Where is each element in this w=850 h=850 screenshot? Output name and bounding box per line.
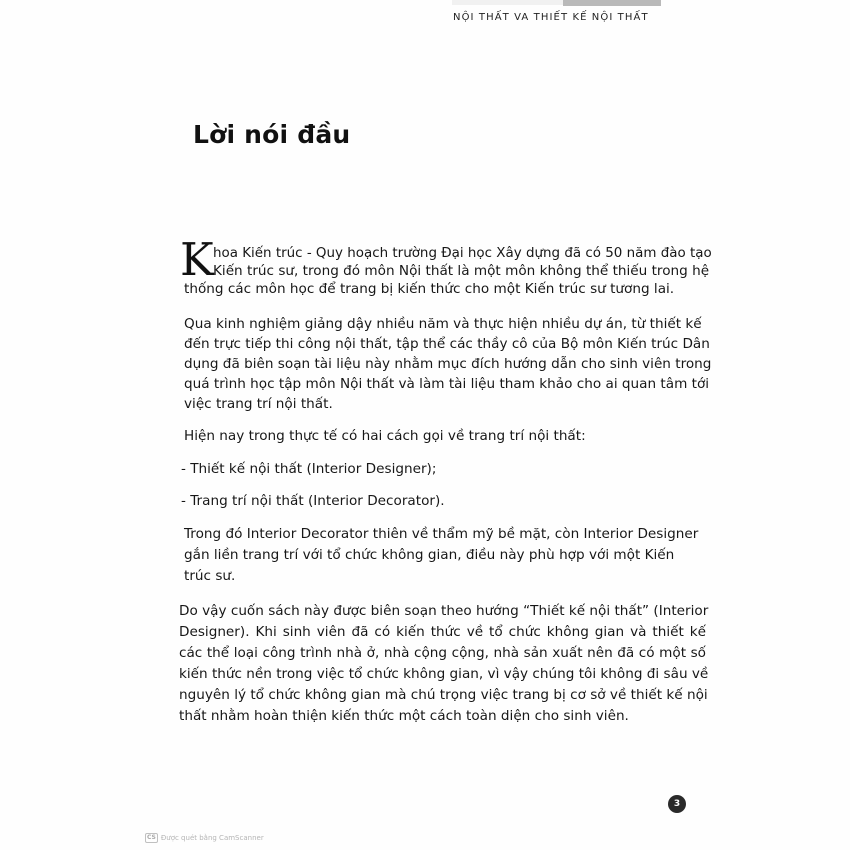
text-line: thất nhằm hoàn thiện kiến thức một cách toàn diện cho sinh viên. [179, 708, 629, 724]
text-line: Designer). Khi sinh viên đã có kiến thức về tổ chức không gian và thiết kế [179, 624, 706, 640]
text-line: hoa Kiến trúc - Quy hoạch trường Đại học Xây dựng đã có 50 năm đào tạo [213, 246, 712, 261]
text-line: Hiện nay trong thực tế có hai cách gọi về trang trí nội thất: [184, 428, 586, 444]
text-line: quá trình học tập môn Nội thất và làm tài liệu tham khảo cho ai quan tâm tới [184, 376, 710, 392]
drop-cap: K [180, 233, 214, 286]
text-line: các thể loại công trình nhà ở, nhà cộng cộng, nhà sản xuất nên đã có một số [179, 645, 706, 661]
text-line: - Thiết kế nội thất (Interior Designer); [181, 461, 437, 477]
text-line: việc trang trí nội thất. [184, 396, 333, 412]
chapter-title: Lời nói đầu [193, 120, 351, 149]
header-decoration-bar [563, 0, 661, 6]
text-line: kiến thức nền trong việc tổ chức không gian, vì vậy chúng tôi không đi sâu về [179, 666, 709, 682]
page-number-badge: 3 [668, 795, 686, 813]
text-line: Do vậy cuốn sách này được biên soạn theo hướng “Thiết kế nội thất” (Interior [179, 603, 709, 619]
text-line: đến trực tiếp thi công nội thất, tập thể các thầy cô của Bộ môn Kiến trúc Dân [184, 336, 710, 352]
text-line: - Trang trí nội thất (Interior Decorator). [181, 493, 445, 509]
text-line: gắn liền trang trí với tổ chức không gian, điều này phù hợp với một Kiến [184, 547, 675, 563]
running-header: NỘI THẤT VA THIẾT KẾ NỘI THẤT [453, 12, 649, 23]
text-line: trúc sư. [184, 568, 236, 584]
watermark-text: Được quét bằng CamScanner [160, 834, 264, 842]
text-line: Trong đó Interior Decorator thiên về thẩm mỹ bề mặt, còn Interior Designer [184, 526, 699, 542]
camscanner-watermark [145, 833, 264, 843]
text-line: nguyên lý tổ chức không gian mà chú trọng việc trang bị cơ sở về thiết kế nội [179, 687, 708, 703]
text-line: dụng đã biên soạn tài liệu này nhằm mục đích hướng dẫn cho sinh viên trong [184, 356, 712, 372]
text-line: Kiến trúc sư, trong đó môn Nội thất là một môn không thể thiếu trong hệ [213, 263, 710, 279]
header-decoration-light [452, 0, 563, 5]
text-line: thống các môn học để trang bị kiến thức cho một Kiến trúc sư tương lai. [184, 281, 675, 297]
text-line: Qua kinh nghiệm giảng dậy nhiều năm và thực hiện nhiều dự án, từ thiết kế [184, 316, 702, 332]
camscanner-logo-icon: CS [147, 834, 156, 841]
